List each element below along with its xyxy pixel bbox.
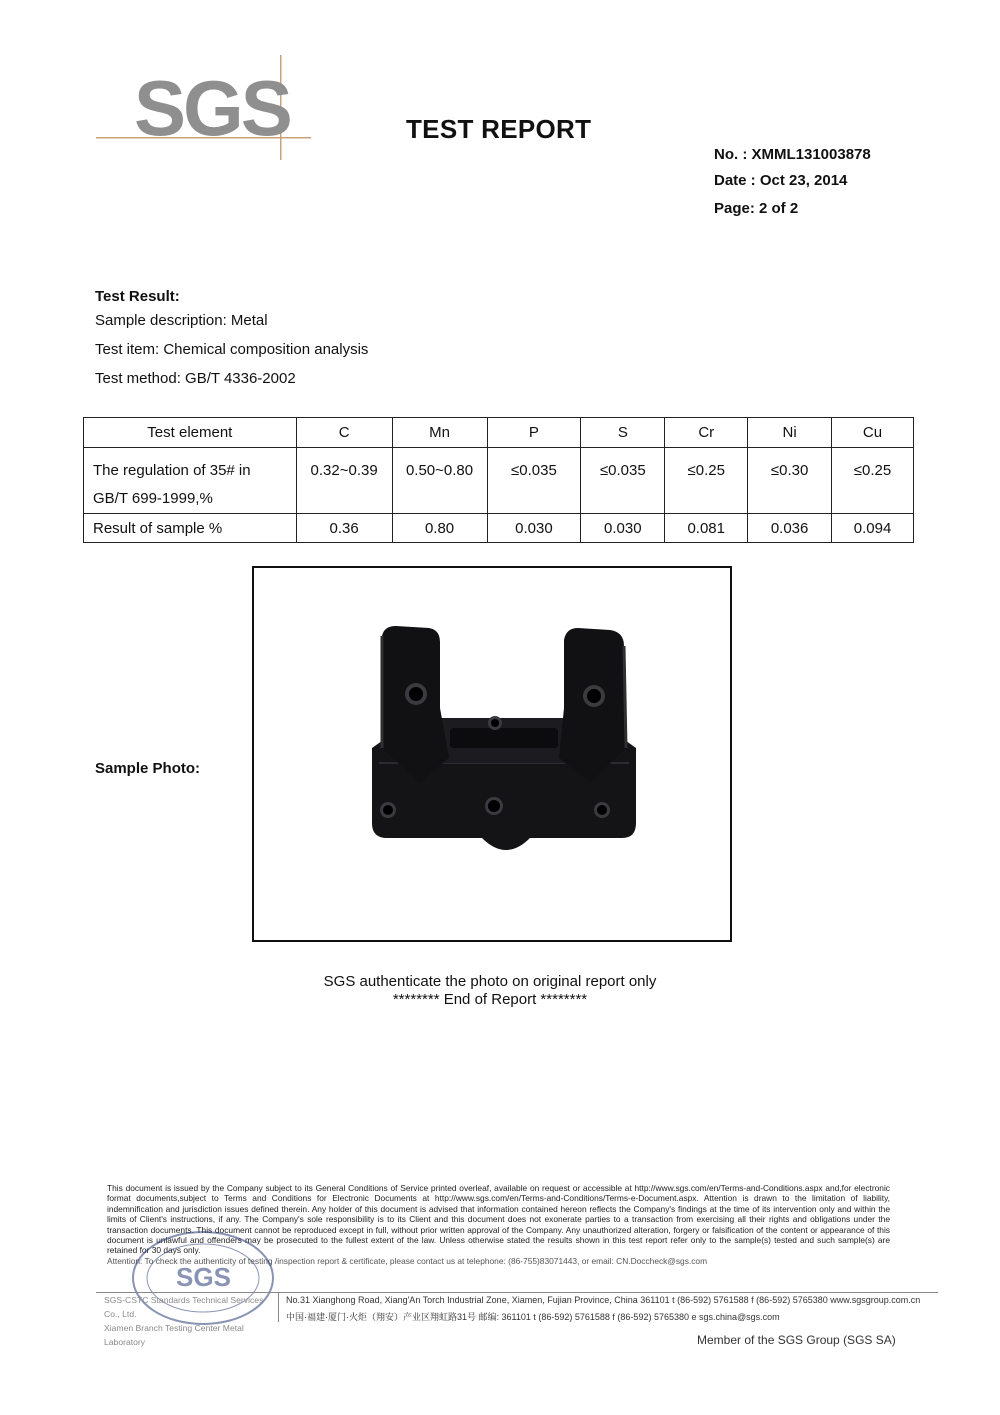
header-cell: Mn <box>392 418 487 448</box>
table-row-regulation <box>84 448 914 514</box>
regulation-cell: ≤0.25 <box>832 448 914 514</box>
regulation-label-line2: GB/T 699-1999,% <box>93 490 213 507</box>
header-cell: Ni <box>748 418 832 448</box>
report-title: TEST REPORT <box>406 114 592 144</box>
header-cell: S <box>581 418 665 448</box>
result-cell: 0.030 <box>487 514 581 543</box>
result-cell: 0.36 <box>296 514 392 543</box>
regulation-cell: ≤0.035 <box>487 448 581 514</box>
test-item: Test item: Chemical composition analysis <box>95 341 369 358</box>
chemical-composition-table <box>83 417 914 543</box>
metal-bracket-photo <box>254 568 730 940</box>
sample-photo-label: Sample Photo: <box>95 760 201 777</box>
table-header-row <box>84 418 914 448</box>
svg-text:SGS: SGS <box>176 1262 231 1292</box>
sample-description: Sample description: Metal <box>95 312 268 329</box>
regulation-cell: 0.50~0.80 <box>392 448 487 514</box>
photo-authentication-note: SGS authenticate the photo on original report only <box>323 973 657 990</box>
footer-company <box>104 1293 274 1349</box>
result-cell: 0.081 <box>665 514 748 543</box>
regulation-cell: 0.32~0.39 <box>296 448 392 514</box>
header-cell: P <box>487 418 581 448</box>
test-method: Test method: GB/T 4336-2002 <box>95 370 296 387</box>
result-cell: 0.094 <box>832 514 914 543</box>
result-label: Result of sample % <box>84 514 297 543</box>
sample-photo-frame <box>252 566 732 942</box>
sgs-logo-text: SGS <box>134 64 290 152</box>
address-english: No.31 Xianghong Road, Xiang'An Torch Industrial Zone, Xiamen, Fujian Province, China 361101 t (86-592) 5761588 f (86-592) 5765380 www.sgsgroup.com.cn <box>286 1295 921 1305</box>
regulation-cell: ≤0.30 <box>748 448 832 514</box>
test-result-heading: Test Result: <box>95 288 180 305</box>
company-line1: SGS-CSTC Standards Technical Services Co., Ltd. <box>104 1295 264 1319</box>
regulation-cell: ≤0.25 <box>665 448 748 514</box>
sgs-logo <box>96 55 311 160</box>
regulation-label-line1: The regulation of 35# in <box>93 462 251 479</box>
disclaimer-text: This document is issued by the Company subject to its General Conditions of Service printed overleaf, available on request or accessible at http://www.sgs.com/en/Terms-and-Conditions.aspx and,for electronic format documents,subject to Terms and Conditions for Electronic Documents at http://www.sgs.com/en/Terms-and-Conditions/Terms-e-Document.aspx. Attention is drawn to the limitation of liability, indemnification and jurisdiction issues defined therein. Any holder of this document is advised that information contained hereon reflects the Company's findings at the time of its intervention only and within the limits of Client's instructions, if any. The Company's sole responsibility is to its Client and this document does not exonerate parties to a transaction from exercising all their rights and obligations under the transaction documents. This document cannot be reproduced except in full, without prior written approval of the Company. Any unauthorized alteration, forgery or falsification of the content or appearance of this document is unlawful and offenders may be prosecuted to the fullest extent of the law. Unless otherwise stated the results shown in this test report refer only to the sample(s) tested and such sample(s) are retained for 30 days only. <box>107 1183 890 1256</box>
header-cell: Cr <box>665 418 748 448</box>
sgs-group-membership: Member of the SGS Group (SGS SA) <box>697 1333 896 1347</box>
footer-vertical-divider <box>278 1292 279 1322</box>
regulation-label <box>84 448 297 514</box>
page-number: Page: 2 of 2 <box>714 200 799 217</box>
regulation-cell: ≤0.035 <box>581 448 665 514</box>
result-cell: 0.80 <box>392 514 487 543</box>
header-cell: Cu <box>832 418 914 448</box>
header-cell: C <box>296 418 392 448</box>
report-date: Date : Oct 23, 2014 <box>714 172 848 189</box>
attention-text: Attention: To check the authenticity of testing /inspection report & certificate, please contact us at telephone: (86-755)83071443, or email: CN.Doccheck@sgs.com <box>107 1255 708 1266</box>
result-cell: 0.036 <box>748 514 832 543</box>
header-cell: Test element <box>84 418 297 448</box>
table-row-result <box>84 514 914 543</box>
end-of-report: ******** End of Report ******** <box>392 991 588 1008</box>
result-cell: 0.030 <box>581 514 665 543</box>
report-number: No. : XMML131003878 <box>714 146 871 163</box>
company-line2: Xiamen Branch Testing Center Metal Laboratory <box>104 1323 244 1347</box>
address-chinese: 中国·福建·厦门·火炬（翔安）产业区翔虹路31号 邮编: 361101 t (86-592) 5761588 f (86-592) 5765380 e sgs.china@sgs.com <box>286 1312 780 1322</box>
